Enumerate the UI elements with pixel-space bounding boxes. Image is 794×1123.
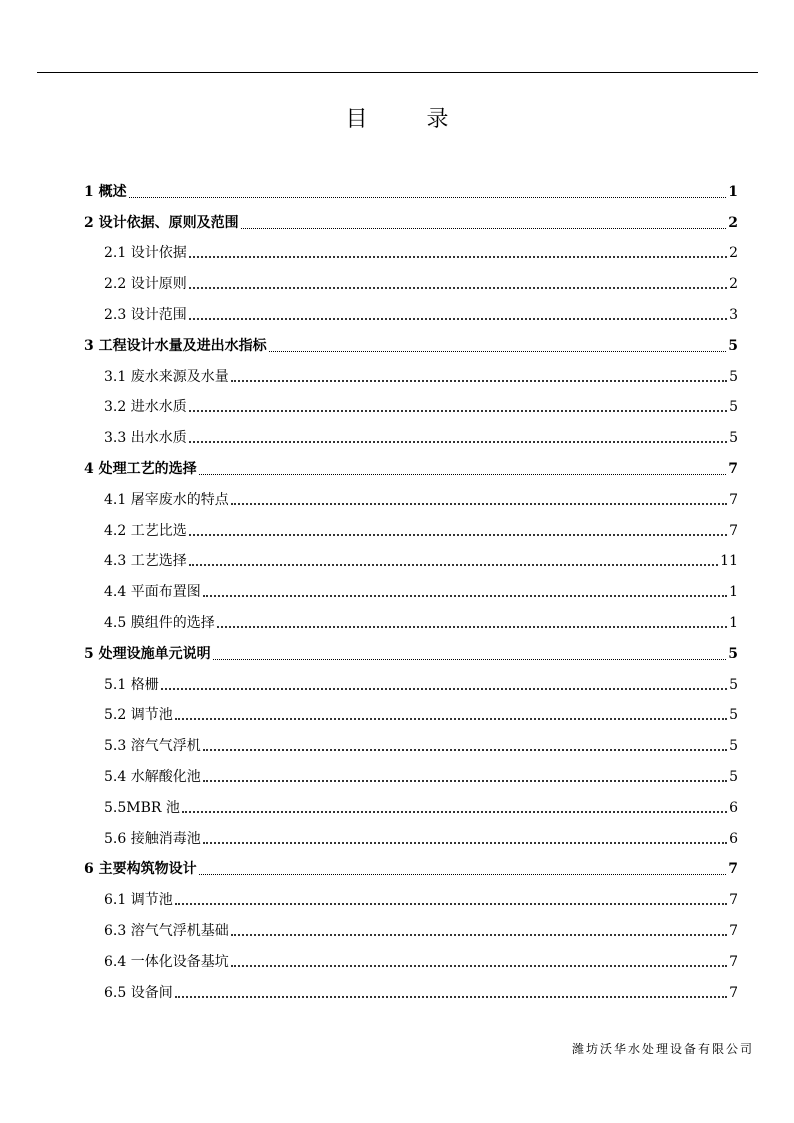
toc-page-number: 5 — [729, 368, 738, 385]
toc-dot-leader — [199, 874, 727, 875]
toc-section-entry[interactable] — [84, 909, 738, 940]
toc-entry-label: 5.4 水解酸化池 — [104, 768, 201, 785]
footer-company-name: 潍坊沃华水处理设备有限公司 — [571, 1042, 754, 1056]
toc-dot-leader — [129, 197, 727, 198]
toc-entry-label: 4.4 平面布置图 — [104, 584, 201, 601]
toc-page-number: 3 — [729, 306, 738, 323]
toc-page-number: 7 — [728, 861, 738, 878]
table-of-contents — [84, 170, 738, 1002]
toc-chapter-entry[interactable] — [84, 447, 738, 478]
toc-page-number: 5 — [729, 768, 738, 785]
toc-entry-label: 6.1 调节池 — [104, 892, 173, 909]
toc-page-number: 6 — [729, 799, 738, 816]
toc-entry-label: 4 处理工艺的选择 — [84, 460, 197, 477]
toc-entry-label: 6 主要构筑物设计 — [84, 861, 197, 878]
toc-section-entry[interactable] — [84, 386, 738, 417]
toc-page-number: 7 — [728, 460, 738, 477]
toc-chapter-entry[interactable] — [84, 324, 738, 355]
toc-dot-leader — [161, 688, 727, 690]
toc-page-number: 11 — [720, 553, 738, 570]
toc-page-number: 5 — [729, 676, 738, 693]
toc-page-number: 7 — [729, 922, 738, 939]
toc-dot-leader — [203, 749, 727, 751]
toc-entry-label: 5 处理设施单元说明 — [84, 645, 211, 662]
toc-dot-leader — [189, 256, 727, 258]
toc-entry-label: 2.3 设计范围 — [104, 306, 187, 323]
toc-section-entry[interactable] — [84, 724, 738, 755]
toc-dot-leader — [203, 842, 727, 844]
toc-entry-label: 5.2 调节池 — [104, 707, 173, 724]
toc-chapter-entry[interactable] — [84, 201, 738, 232]
toc-dot-leader — [189, 441, 727, 443]
toc-page-number: 5 — [729, 399, 738, 416]
toc-page-number: 7 — [729, 892, 738, 909]
toc-section-entry[interactable] — [84, 940, 738, 971]
toc-entry-label: 6.5 设备间 — [104, 984, 173, 1001]
header-rule — [37, 72, 758, 73]
toc-page-number: 2 — [728, 214, 738, 231]
toc-entry-label: 3 工程设计水量及进出水指标 — [84, 337, 267, 354]
toc-section-entry[interactable] — [84, 262, 738, 293]
toc-section-entry[interactable] — [84, 817, 738, 848]
toc-page-number: 7 — [729, 491, 738, 508]
toc-section-entry[interactable] — [84, 878, 738, 909]
toc-entry-label: 5.5MBR 池 — [104, 799, 180, 816]
toc-dot-leader — [217, 626, 727, 628]
toc-dot-leader — [199, 474, 727, 475]
toc-section-entry[interactable] — [84, 232, 738, 263]
toc-dot-leader — [189, 318, 727, 320]
toc-entry-label: 2 设计依据、原则及范围 — [84, 214, 239, 231]
toc-section-entry[interactable] — [84, 509, 738, 540]
toc-section-entry[interactable] — [84, 601, 738, 632]
toc-page-number: 5 — [728, 645, 738, 662]
toc-page-number: 1 — [729, 584, 738, 601]
toc-dot-leader — [189, 287, 727, 289]
toc-entry-label: 5.6 接触消毒池 — [104, 830, 201, 847]
toc-entry-label: 1 概述 — [84, 183, 127, 200]
toc-section-entry[interactable] — [84, 786, 738, 817]
toc-entry-label: 5.1 格栅 — [104, 676, 159, 693]
toc-dot-leader — [189, 564, 718, 566]
toc-page-number: 5 — [729, 430, 738, 447]
toc-dot-leader — [189, 410, 727, 412]
toc-dot-leader — [175, 996, 727, 998]
toc-dot-leader — [231, 934, 727, 936]
toc-entry-label: 3.1 废水来源及水量 — [104, 368, 229, 385]
toc-dot-leader — [203, 780, 727, 782]
toc-entry-label: 3.2 进水水质 — [104, 399, 187, 416]
toc-page-number: 5 — [728, 337, 738, 354]
toc-entry-label: 4.2 工艺比选 — [104, 522, 187, 539]
toc-page-number: 7 — [729, 522, 738, 539]
toc-page-number: 1 — [729, 614, 738, 631]
toc-section-entry[interactable] — [84, 478, 738, 509]
toc-entry-label: 4.3 工艺选择 — [104, 553, 187, 570]
toc-chapter-entry[interactable] — [84, 848, 738, 879]
toc-section-entry[interactable] — [84, 293, 738, 324]
toc-dot-leader — [269, 351, 727, 352]
toc-dot-leader — [231, 380, 727, 382]
toc-section-entry[interactable] — [84, 971, 738, 1002]
toc-section-entry[interactable] — [84, 663, 738, 694]
toc-page-number: 5 — [729, 707, 738, 724]
toc-dot-leader — [231, 965, 727, 967]
toc-dot-leader — [203, 595, 727, 597]
toc-entry-label: 6.4 一体化设备基坑 — [104, 953, 229, 970]
toc-entry-label: 6.3 溶气气浮机基础 — [104, 922, 229, 939]
toc-entry-label: 4.1 屠宰废水的特点 — [104, 491, 229, 508]
toc-entry-label: 3.3 出水水质 — [104, 430, 187, 447]
toc-chapter-entry[interactable] — [84, 170, 738, 201]
toc-dot-leader — [241, 228, 727, 229]
toc-page-number: 6 — [729, 830, 738, 847]
toc-dot-leader — [175, 903, 727, 905]
toc-dot-leader — [175, 718, 727, 720]
toc-dot-leader — [213, 659, 727, 660]
toc-page-number: 1 — [728, 183, 738, 200]
toc-section-entry[interactable] — [84, 570, 738, 601]
toc-entry-label: 5.3 溶气气浮机 — [104, 738, 201, 755]
toc-page-number: 2 — [729, 276, 738, 293]
toc-page-number: 7 — [729, 984, 738, 1001]
page-title: 目 录 — [345, 107, 475, 132]
toc-page-number: 5 — [729, 738, 738, 755]
toc-section-entry[interactable] — [84, 416, 738, 447]
toc-section-entry[interactable] — [84, 755, 738, 786]
toc-section-entry[interactable] — [84, 540, 738, 571]
toc-entry-label: 2.2 设计原则 — [104, 276, 187, 293]
toc-page-number: 2 — [729, 245, 738, 262]
toc-section-entry[interactable] — [84, 355, 738, 386]
toc-chapter-entry[interactable] — [84, 632, 738, 663]
toc-page-number: 7 — [729, 953, 738, 970]
toc-section-entry[interactable] — [84, 694, 738, 725]
toc-dot-leader — [182, 811, 727, 813]
toc-entry-label: 4.5 膜组件的选择 — [104, 614, 215, 631]
toc-dot-leader — [231, 503, 727, 505]
toc-dot-leader — [189, 534, 727, 536]
toc-entry-label: 2.1 设计依据 — [104, 245, 187, 262]
